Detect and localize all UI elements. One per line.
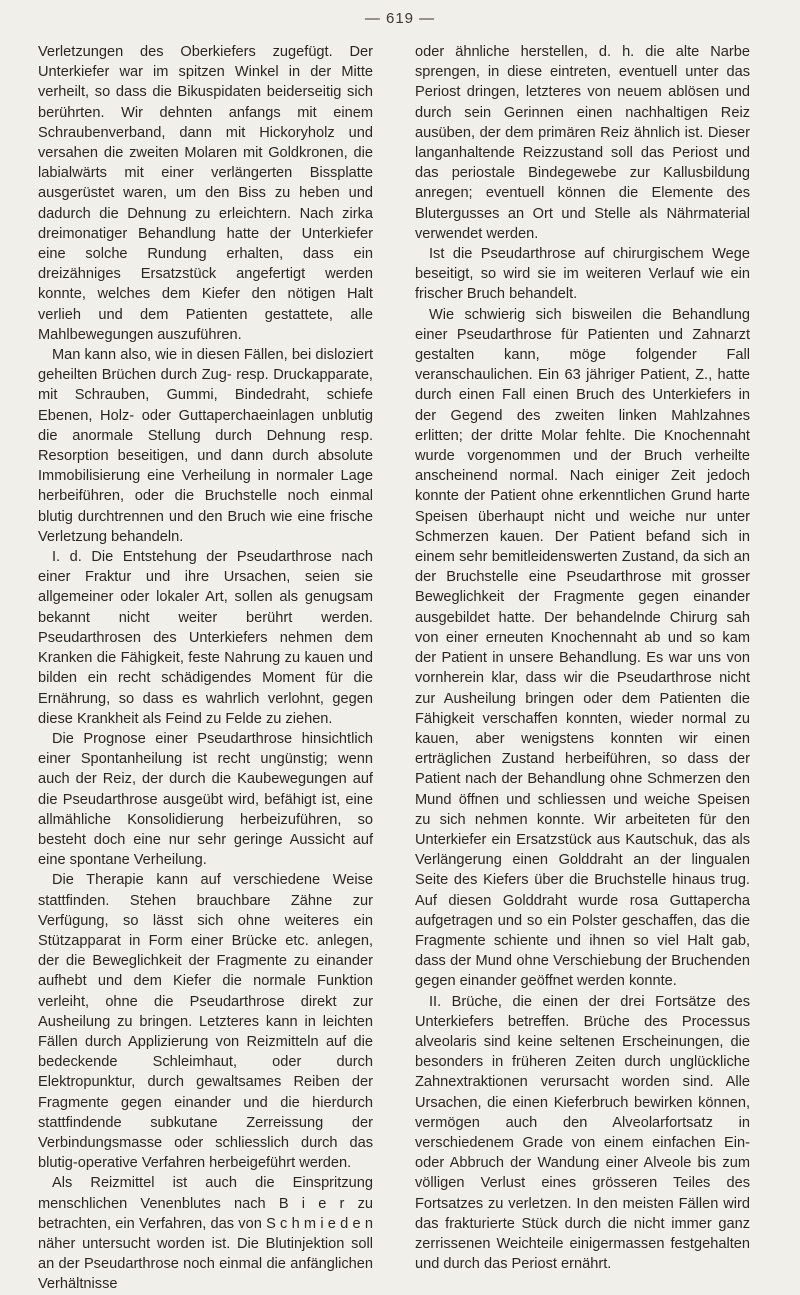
left-column (38, 42, 373, 1295)
paragraph: II. Brüche, die einen der drei Fortsätze des Unterkiefers betreffen. Brüche des Processus alveolaris sind keine seltenen Erscheinungen, die besonders in früheren Zeiten durch unglückliche Zahnextraktionen verursacht worden sind. Alle Ursachen, die einen Kieferbruch bewirken können, vermögen auch den Alveolarfortsatz in verschiedenem Grade von einem einfachen Ein- oder Abbruch der Wandung einer Alveole bis zum völligen Verlust eines grösseren Teiles des Fortsatzes zu verletzen. In den meisten Fällen wird das frakturierte Stück durch die nicht immer ganz zerrissenen Weichteile einigermassen festgehalten und durch das Periost ernährt. (415, 993, 750, 1273)
paragraph: Als Reizmittel ist auch die Einspritzung menschlichen Venenblutes nach B i e r zu betrachten, ein Verfahren, das von S c h m i e d e n näher untersucht worden ist. Die Blutinjektion soll an der Pseudarthrose noch einmal die anfänglichen Verhältnisse (38, 1175, 373, 1293)
paragraph: Man kann also, wie in diesen Fällen, bei disloziert geheilten Brüchen durch Zug- resp. Druckapparate, mit Schrauben, Gummi, Bindedraht, schiefe Ebenen, Holz- oder Guttaperchaeinlagen unblutig die anormale Stellung durch Dehnung resp. Resorption beseitigen, und dann durch absolute Immobilisierung eine Verheilung in normaler Lage herbeiführen, oder die Bruchstelle noch einmal blutig durchtrennen und den Bruch wie eine frische Verletzung behandeln. (38, 347, 373, 545)
paragraph: Die Therapie kann auf verschiedene Weise stattfinden. Stehen brauchbare Zähne zur Verfügung, so lässt sich ohne weiteres ein Stützapparat in Form einer Brücke etc. anlegen, der die Beweglichkeit der Fragmente zu einander aufhebt und dem Kiefer die normale Funktion verleiht, ohne die Pseudarthrose direkt zur Ausheilung zu bringen. Letzteres kann in leichten Fällen durch Applizierung von Reizmitteln auf die bedeckende Schleimhaut, oder durch Elektropunktur, durch gewaltsames Reiben der Fragmente gegen einander und die hierdurch stattfindende subkutane Zerreissung der Verbindungsmasse oder schliesslich durch das blutig-operative Verfahren herbeigeführt werden. (38, 872, 373, 1172)
right-column (415, 42, 750, 1274)
page-number: — 619 — (364, 10, 436, 27)
paragraph: oder ähnliche herstellen, d. h. die alte Narbe sprengen, in diese eintreten, eventuell unter das Periost dringen, letzteres von neuem ablösen und durch sein Gerinnen einen nachhaltigen Reiz ausüben, der dem primären Reiz ähnlich ist. Dieser langanhaltende Reizzustand soll das Periost und das periostale Bindegewebe zur Kallusbildung anregen; eventuell können die Elemente des Blutergusses an Ort und Stelle als Nährmaterial verwendet werden. (415, 44, 750, 242)
paragraph: Wie schwierig sich bisweilen die Behandlung einer Pseudarthrose für Patienten und Zahnarzt gestalten kann, möge folgender Fall veranschaulichen. Ein 63 jähriger Patient, Z., hatte durch einen Fall einen Bruch des Unterkiefers in der Gegend des zweiten linken Mahlzahnes erlitten; der dritte Molar fehlte. Die Knochennaht wurde vorgenommen und der Bruch verheilte anscheinend normal. Nach einiger Zeit jedoch konnte der Patient ohne erkenntlichen Grund harte Speisen überhaupt nicht und weiche nur unter Schmerzen kauen. Der Patient befand sich in einem sehr bemitleidenswerten Zustand, da sich an der Bruchstelle eine Pseudarthrose mit grosser Beweglichkeit der Fragmente gegen einander ausgebildet hatte. Der behandelnde Chirurg sah von einer erneuten Knochennaht ab und so kam der Patient in unsere Behandlung. Es war uns von vornherein klar, dass wir die Pseudarthrose nicht zur Ausheilung bringen oder dem Patienten die Fähigkeit verschaffen konnten, wieder normal zu kauen, aber wenigstens konnten wir einen erträglichen Zustand herbeiführen, so dass der Patient nach der Behandlung ohne Schmerzen den Mund öffnen und schliessen und weiche Speisen zu sich nehmen konnte. Wir arbeiteten für den Unterkiefer ein Ersatzstück aus Kautschuk, das als Verlängerung einen Golddraht an der lingualen Seite des Kiefers über die Bruchstelle hinaus trug. Auf diesen Golddraht wurde rosa Guttapercha aufgetragen und so ein Polster geschaffen, das die Fragmente schiente und ihnen so viel Halt gab, dass der Mund ohne Verschiebung der Bruchenden gegen einander geöffnet werden konnte. (415, 306, 750, 990)
paragraph: Verletzungen des Oberkiefers zugefügt. Der Unterkiefer war im spitzen Winkel in der Mitte verheilt, so dass die Bikuspidaten beiderseitig sich berührten. Wir dehnten anfangs mit einem Schraubenverband, dann mit Hickoryholz und versahen die zweiten Molaren mit Goldkronen, die labialwärts mit einer verlängerten Bissplatte ausgerüstet waren, um den Biss zu heben und dadurch die Dehnung zu erleichtern. Nach zirka dreimonatiger Behandlung hatte der Unterkiefer eine solche Rundung erhalten, dass ein dreizähniges Ersatzstück angefertigt werden konnte, welches dem Kiefer den nötigen Halt verlieh und dem Patienten gestattete, alle Mahlbewegungen auszuführen. (38, 44, 373, 343)
paragraph: I. d. Die Entstehung der Pseudarthrose nach einer Fraktur und ihre Ursachen, seien sie allgemeiner oder lokaler Art, sollen als genugsam bekannt nicht weiter berührt werden. Pseudarthrosen des Unterkiefers nehmen dem Kranken die Fähigkeit, feste Nahrung zu kauen und bilden ein recht schädigendes Moment für die Ernährung, so dass es wahrlich verlohnt, gegen diese Krankheit als Feind zu Felde zu ziehen. (38, 549, 373, 727)
paragraph: Ist die Pseudarthrose auf chirurgischem Wege beseitigt, so wird sie im weiteren Verlauf wie ein frischer Bruch behandelt. (415, 246, 750, 303)
paragraph: Die Prognose einer Pseudarthrose hinsichtlich einer Spontanheilung ist recht ungünstig; wenn auch der Reiz, der durch die Kaubewegungen auf die Pseudarthrose ausgeübt wird, befähigt ist, eine allmähliche Konsolidierung herbeizuführen, so besteht doch eine nur sehr geringe Aussicht auf eine spontane Verheilung. (38, 730, 373, 869)
